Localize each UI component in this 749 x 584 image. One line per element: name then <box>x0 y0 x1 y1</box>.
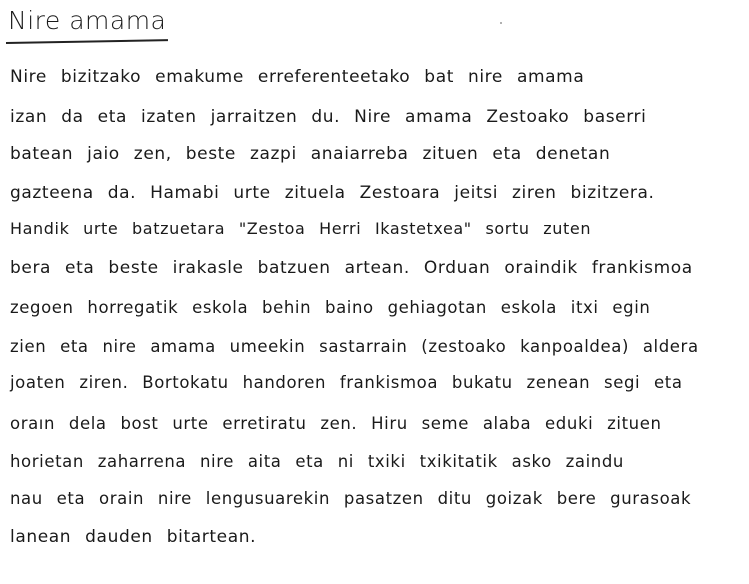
text-line-6: bera eta beste irakasle batzuen artean. Orduan oraindik frankismoa <box>10 258 693 278</box>
text-line-13: lanean dauden bitartean. <box>10 527 257 547</box>
text-line-5: Handik urte batzuetara "Zestoa Herri Ikastetxea" sortu zuten <box>10 219 592 238</box>
text-line-7: zegoen horregatik eskola behin baino gehiagotan eskola itxi egin <box>10 298 651 317</box>
text-line-10: oraın dela bost urte erretiratu zen. Hiru seme alaba eduki zituen <box>10 414 662 433</box>
text-line-4: gazteena da. Hamabi urte zituela Zestoara jeitsi ziren bizitzera. <box>10 183 655 203</box>
text-line-8: zien eta nire amama umeekin sastarrain (zestoako kanpoaldea) aldera <box>10 337 699 356</box>
page-title: Nire amama <box>8 6 167 35</box>
text-line-11: horietan zaharrena nire aita eta ni txiki txikitatik asko zaindu <box>10 452 624 471</box>
title-underline <box>6 39 168 44</box>
ink-dot <box>500 22 502 24</box>
text-line-12: nau eta orain nire lengusuarekin pasatzen ditu goizak bere gurasoak <box>10 489 692 508</box>
text-line-2: izan da eta izaten jarraitzen du. Nire amama Zestoako baserri <box>10 107 647 127</box>
text-line-9: joaten ziren. Bortokatu handoren frankismoa bukatu zenean segi eta <box>10 373 683 392</box>
text-line-1: Nire bizitzako emakume erreferenteetako bat nire amama <box>10 67 585 87</box>
text-line-3: batean jaio zen, beste zazpi anaiarreba zituen eta denetan <box>10 144 611 164</box>
